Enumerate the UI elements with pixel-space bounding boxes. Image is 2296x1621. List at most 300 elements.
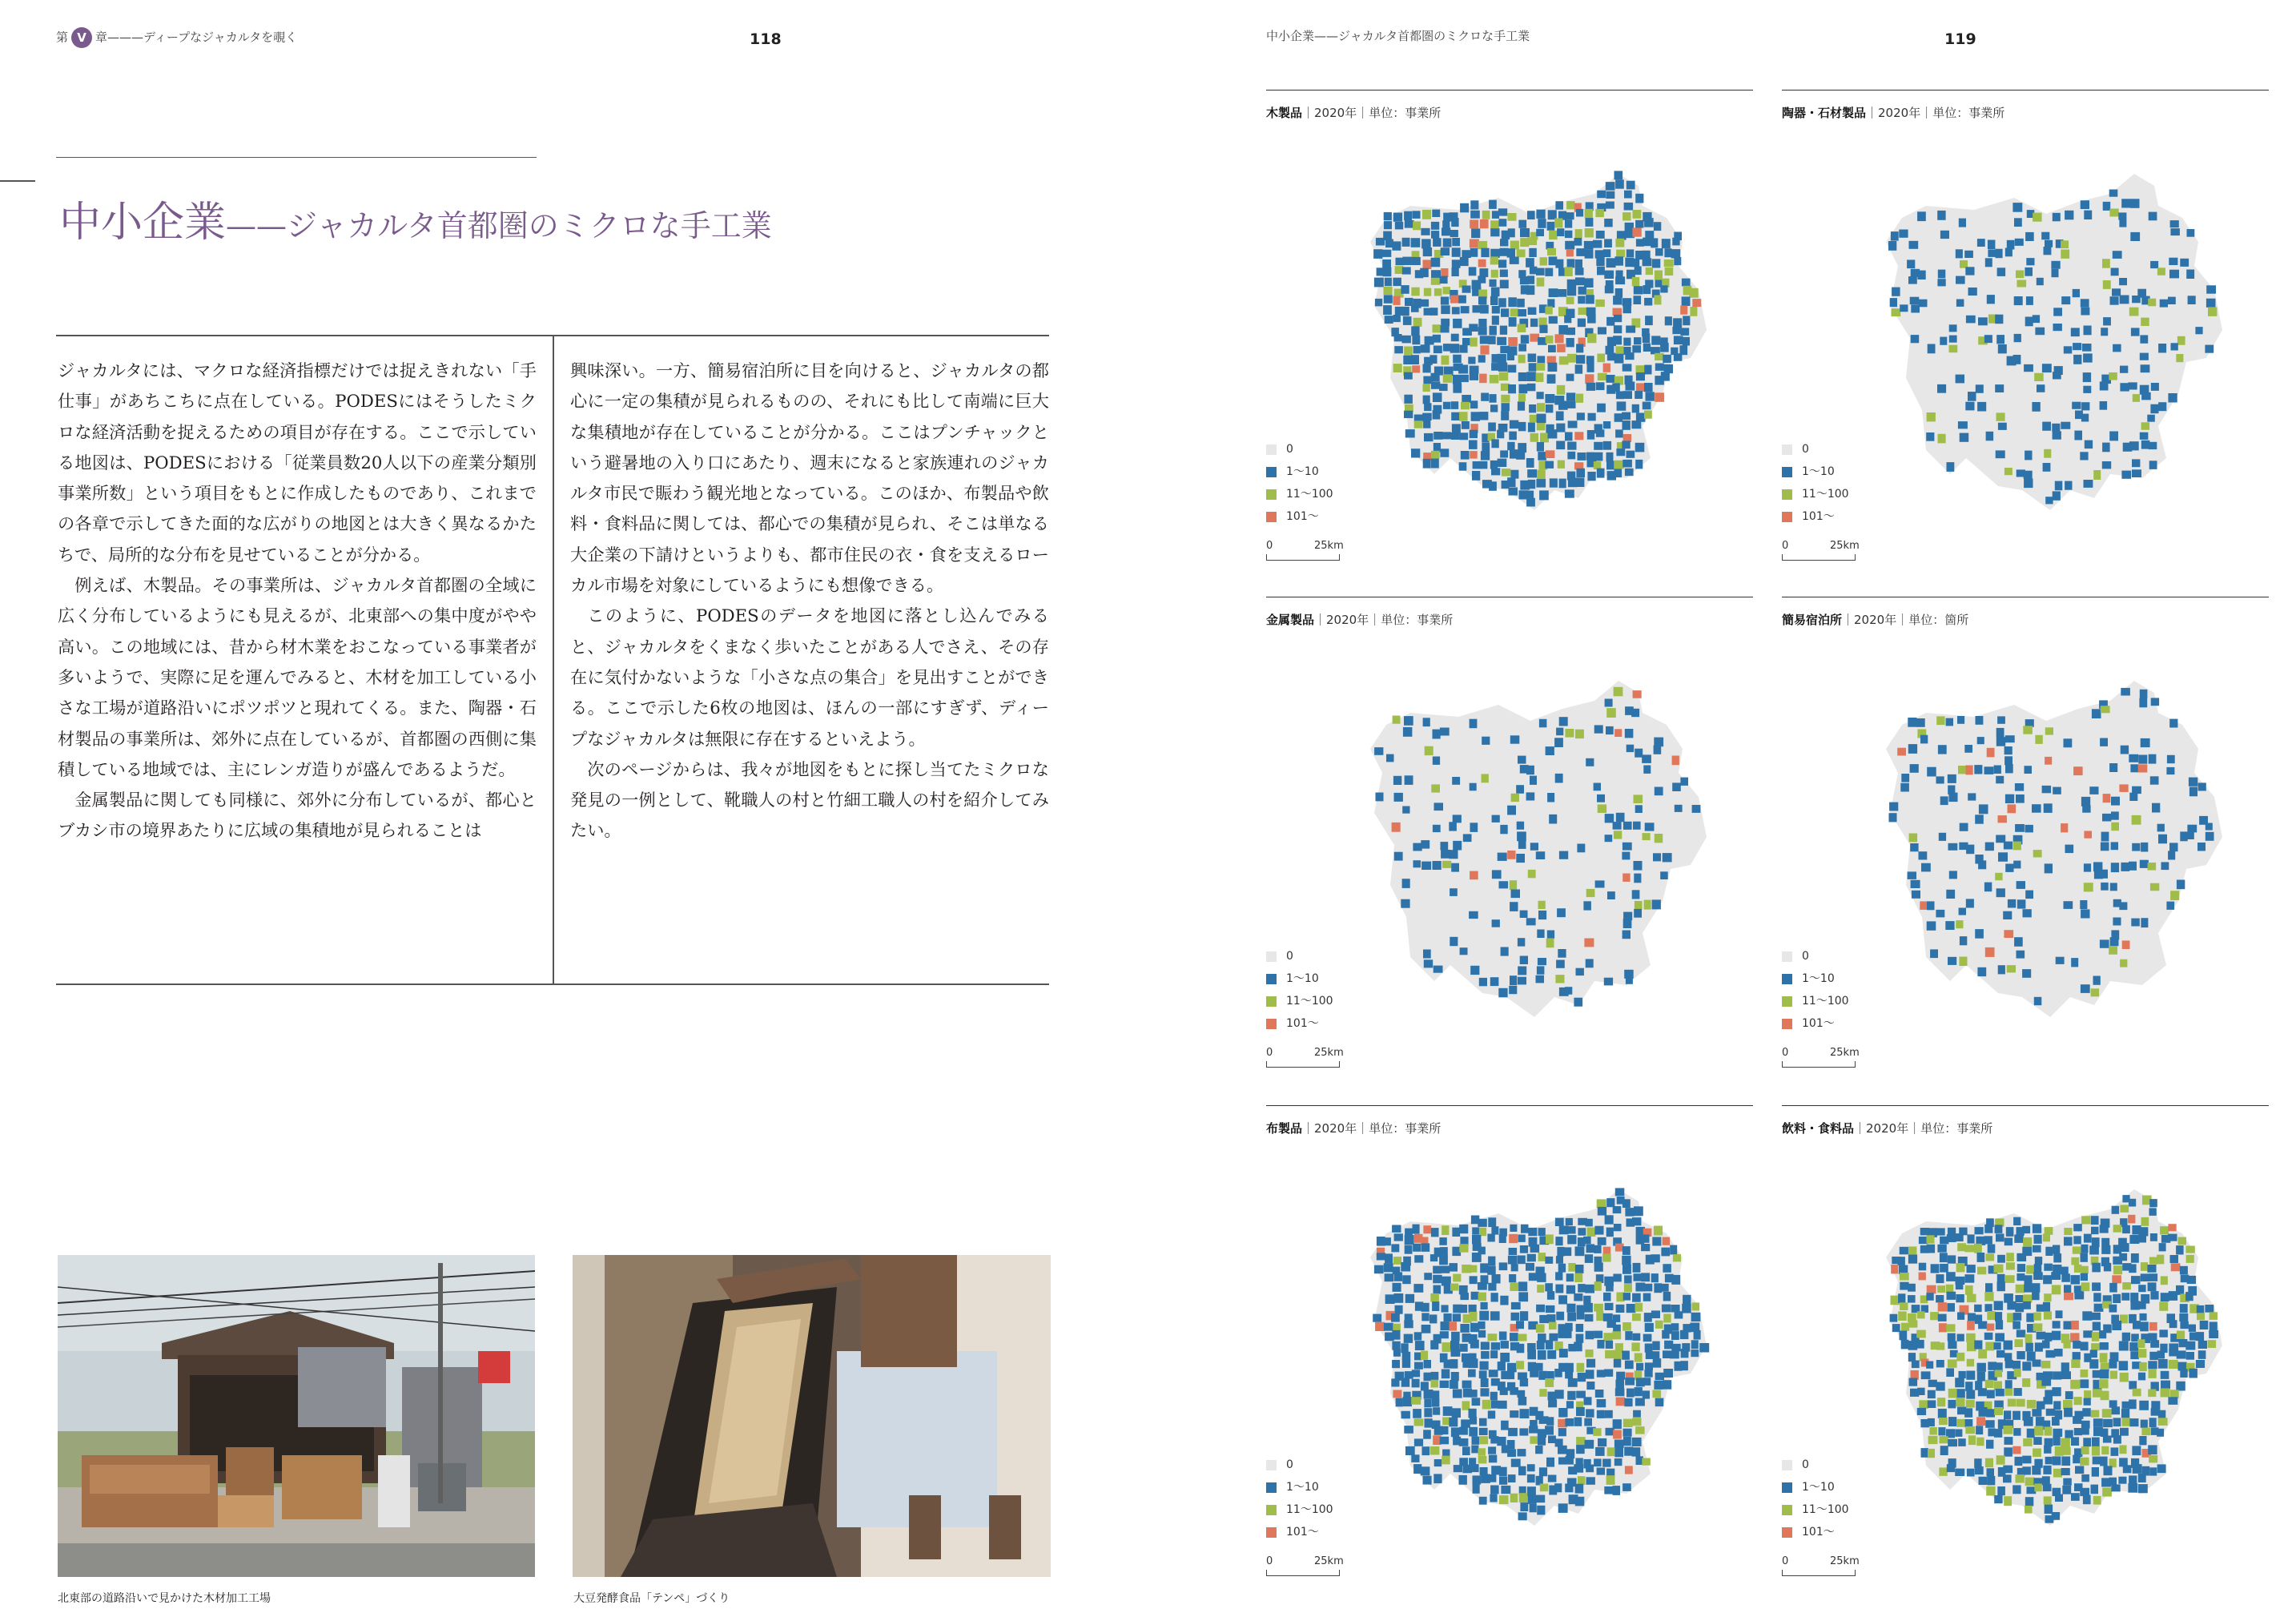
map-cell <box>2111 797 2120 806</box>
map-cell <box>1443 1406 1453 1416</box>
map-cell <box>2168 393 2177 403</box>
map-cell <box>2111 863 2119 872</box>
map-cell <box>1527 211 1535 219</box>
map-cell <box>1908 1295 1916 1303</box>
scale-line <box>1782 1061 1856 1068</box>
map-cell <box>1623 919 1632 928</box>
map-cell <box>2083 1330 2093 1337</box>
map-cell <box>1511 1302 1521 1309</box>
map-cell <box>2159 1302 2168 1311</box>
map-cell <box>1511 890 1521 899</box>
map-cell <box>1490 1392 1498 1401</box>
map-cell <box>2073 1352 2081 1360</box>
map-cell <box>2186 1352 2194 1360</box>
legend-item <box>1266 1476 1333 1498</box>
map-cell <box>1996 776 2004 784</box>
map-cell <box>1421 1351 1428 1360</box>
legend-swatch <box>1782 1505 1792 1515</box>
map-cell <box>1632 1447 1641 1456</box>
map-cell <box>1987 295 1995 304</box>
map-cell <box>1401 899 1409 908</box>
map-cell <box>1442 1305 1449 1312</box>
map-cell <box>1471 228 1480 238</box>
map-cell <box>1586 758 1594 766</box>
map-cell <box>1957 1334 1964 1341</box>
map-cell <box>1994 1407 2003 1415</box>
map-cell <box>1662 1305 1671 1313</box>
map-cell <box>2137 1339 2145 1348</box>
map-cell <box>2032 804 2041 813</box>
map-cell <box>1908 871 1916 879</box>
map-cell <box>1940 1253 1948 1262</box>
map-cell <box>1594 442 1602 450</box>
map-cell <box>1929 1427 1937 1435</box>
map-cell <box>1411 238 1421 247</box>
map-cell <box>1605 1410 1613 1418</box>
map-cell <box>1585 374 1594 384</box>
map-cell <box>1403 727 1413 737</box>
map-cell <box>2003 1466 2013 1474</box>
map-cell <box>1643 258 1652 266</box>
map-cell <box>1624 203 1634 211</box>
map-cell <box>1936 1274 1944 1283</box>
map-cell <box>1911 880 1920 888</box>
map-cell <box>2080 1458 2089 1466</box>
map-cell <box>1394 793 1403 802</box>
map-cell <box>2043 1397 2053 1404</box>
map-cell <box>1558 1295 1567 1304</box>
map-cell <box>1585 1254 1593 1263</box>
map-cell <box>1604 239 1612 247</box>
map-cell <box>2045 727 2053 734</box>
map-cell <box>1413 860 1421 867</box>
map-cell <box>1663 1350 1670 1358</box>
body-column-2 <box>570 356 1049 847</box>
map-cell <box>2139 698 2147 708</box>
map-cell <box>2083 372 2091 382</box>
map-cell <box>2052 1417 2060 1426</box>
map-cell <box>1605 835 1613 842</box>
map-cell <box>2133 394 2140 402</box>
map-cell <box>1928 1436 1938 1444</box>
map-cell <box>2140 860 2149 868</box>
map-cell <box>1565 267 1573 276</box>
legend-label: 101〜 <box>1286 1017 1319 1030</box>
map-cell <box>2160 300 2168 308</box>
map-cell <box>1490 1311 1500 1320</box>
map-cell <box>1584 278 1594 288</box>
map-cell <box>2025 232 2034 241</box>
map-cell <box>2073 1224 2082 1231</box>
map-cell <box>1433 757 1440 765</box>
map-cell <box>2013 861 2021 869</box>
scale-bar <box>1782 540 1860 564</box>
map-cell <box>2119 1361 2129 1370</box>
map-title <box>1266 104 1441 121</box>
map-cell <box>2074 1428 2082 1435</box>
map-cell <box>1959 908 1966 915</box>
map-cell <box>1516 854 1525 863</box>
map-cell <box>1644 411 1652 419</box>
map-cell <box>2023 1237 2032 1247</box>
map-cell <box>1691 1313 1701 1321</box>
paragraph: このように、PODESのデータを地図に落とし込んでみると、ジャカルタをくまなく歩いたことがある人でさえ、その存在に気付かないような「小さな点の集合」を見出すことができる。ここで示した6枚の地図は、ほんの一部にすぎず、ディープなジャカルタは無限に存在するといえよう。 <box>570 605 1049 749</box>
map-cell <box>1411 448 1420 457</box>
map-cell <box>2121 1293 2129 1301</box>
map-cell <box>1421 1243 1429 1252</box>
map-cell <box>2085 440 2093 449</box>
map-cell <box>2063 1478 2072 1486</box>
map-cell <box>1605 286 1614 294</box>
map-cell <box>2073 1236 2081 1244</box>
map-cell <box>1671 249 1681 258</box>
map-cell <box>1948 1389 1957 1398</box>
map-cell <box>2045 1390 2053 1398</box>
map-cell <box>2032 1292 2040 1300</box>
map-cell <box>1546 336 1554 344</box>
map-cell <box>1631 1342 1639 1351</box>
map-cell <box>1547 356 1556 364</box>
map-cell <box>1500 1353 1510 1362</box>
map-cell <box>1634 861 1643 871</box>
map-cell <box>1627 181 1635 190</box>
map-cell <box>2093 976 2101 985</box>
map-cell <box>2169 843 2178 851</box>
map-cell <box>2042 1476 2050 1485</box>
map-cell <box>1488 1474 1496 1482</box>
map-cell <box>1596 382 1605 390</box>
map-cell <box>1644 383 1653 392</box>
map-cell <box>1634 1206 1643 1216</box>
map-cell <box>1520 1409 1530 1418</box>
map-cell <box>1526 918 1536 925</box>
map-cell <box>1547 248 1556 255</box>
map-cell <box>2025 1275 2033 1285</box>
map-cell <box>1548 363 1558 372</box>
map-cell <box>2161 862 2169 870</box>
map-cell <box>1957 1313 1964 1320</box>
map-cell <box>1625 1361 1634 1370</box>
map-cell <box>2005 248 2013 257</box>
map-cell <box>1558 1428 1566 1436</box>
map-cell <box>1627 1389 1635 1398</box>
map-category: 陶器・石材製品 <box>1782 106 1867 120</box>
map-cell <box>1489 200 1497 209</box>
map-cell <box>1555 1285 1563 1293</box>
map-cell <box>1578 287 1587 295</box>
map-cell <box>2102 814 2111 822</box>
map-cell <box>1996 249 2003 259</box>
map-cell <box>1510 1225 1517 1232</box>
map-cell <box>1402 879 1410 888</box>
map-cell <box>1958 766 1966 774</box>
map-cell <box>1431 459 1439 469</box>
map-cell <box>1967 1294 1976 1303</box>
map-cell <box>1433 324 1442 332</box>
map-cell <box>1625 729 1634 738</box>
map-cell <box>1497 337 1506 345</box>
map-cell <box>1488 336 1496 344</box>
map-cell <box>1957 716 1964 724</box>
legend-item <box>1266 1454 1333 1476</box>
map-cell <box>2104 1263 2111 1272</box>
map-cell <box>1441 297 1449 305</box>
map-cell <box>2053 1456 2061 1465</box>
map-cell <box>1528 480 1535 489</box>
map-cell <box>2071 1437 2079 1446</box>
map-cell <box>2025 719 2034 727</box>
map-cell <box>1643 1334 1652 1342</box>
legend-item <box>1782 1521 1849 1543</box>
map-cell <box>1575 259 1582 267</box>
map-cell <box>1996 450 2005 458</box>
map-cell <box>1576 344 1583 352</box>
map-cell <box>1594 1331 1602 1338</box>
map-cell <box>1530 319 1538 327</box>
map-cell <box>2061 296 2070 304</box>
map-cell <box>2034 373 2044 381</box>
map-cell <box>1490 394 1497 403</box>
map-cell <box>2158 1418 2168 1426</box>
map-cell <box>1411 288 1419 296</box>
scale-end: 25km <box>1314 540 1344 552</box>
map-cell <box>2186 1255 2194 1263</box>
map-cell <box>1606 1475 1615 1485</box>
map-cell <box>1555 201 1563 210</box>
map-cell <box>1917 1388 1924 1395</box>
map-cell <box>1631 420 1641 428</box>
map-cell <box>1998 423 2007 430</box>
map-cell <box>1622 1351 1630 1360</box>
map-cell <box>1384 1323 1393 1331</box>
map-cell <box>1424 403 1431 411</box>
map-cell <box>2100 738 2108 746</box>
map-cell <box>1946 890 1955 899</box>
map-cell <box>1413 1409 1421 1418</box>
map-cell <box>2073 1455 2081 1464</box>
map-cell <box>2210 1322 2218 1332</box>
map-cell <box>1604 1333 1613 1341</box>
map-cell <box>1521 335 1529 344</box>
map-cell <box>1526 766 1534 774</box>
map-cell <box>2026 258 2034 265</box>
map-cell <box>1974 1244 1982 1253</box>
map-cell <box>1472 1253 1482 1262</box>
map-cell <box>1994 1301 2004 1310</box>
map-cell <box>1537 1273 1546 1282</box>
map-cell <box>1423 1476 1432 1485</box>
map-cell <box>1451 218 1458 227</box>
map-cell <box>2113 344 2121 352</box>
map-cell <box>1393 296 1400 305</box>
map-cell <box>2169 1349 2177 1356</box>
map-legend <box>1266 1454 1333 1543</box>
map-cell <box>2090 1349 2097 1358</box>
map-cell <box>1966 766 1973 775</box>
map-cell <box>1965 1382 1972 1391</box>
map-cell <box>1392 1360 1400 1368</box>
map-cell <box>1537 414 1546 424</box>
map-cell <box>1998 965 2005 974</box>
map-cell <box>1488 1257 1495 1266</box>
map-cell <box>2083 1495 2091 1505</box>
map-cell <box>1498 259 1506 267</box>
map-cell <box>2071 1257 2079 1265</box>
map-cell <box>2034 1264 2042 1273</box>
legend-swatch <box>1782 1460 1792 1470</box>
legend-item <box>1782 1012 1849 1035</box>
map-cell <box>1385 1294 1395 1304</box>
map-cell <box>1529 404 1536 412</box>
map-cell <box>1642 1458 1651 1466</box>
map-cell <box>2014 296 2023 305</box>
map-cell <box>1586 1382 1594 1390</box>
map-cell <box>1451 1349 1461 1357</box>
map-cell <box>2035 735 2042 744</box>
map-cell <box>1566 1273 1574 1281</box>
map-cell <box>1605 1350 1614 1358</box>
map-cell <box>1672 238 1679 246</box>
map-cell <box>2139 1401 2149 1410</box>
map-cell <box>1928 1418 1935 1426</box>
map-cell <box>1414 1438 1423 1446</box>
map-cell <box>2024 471 2033 479</box>
map-cell <box>1549 1333 1558 1341</box>
map-cell <box>1633 210 1642 219</box>
map-cell <box>1383 305 1392 315</box>
map-cell <box>1575 229 1582 238</box>
map-cell <box>1452 1408 1461 1418</box>
map-cell <box>2053 1401 2061 1410</box>
map-cell <box>2197 1305 2205 1313</box>
map-cell <box>1411 1454 1419 1462</box>
map-cell <box>1939 1436 1948 1443</box>
map-cell <box>1605 1303 1614 1310</box>
map-cell <box>1507 1449 1516 1457</box>
map-cell <box>1420 300 1429 307</box>
map-cell <box>2055 481 2063 491</box>
map-cell <box>1585 228 1594 238</box>
map-cell <box>1461 1419 1470 1427</box>
map-cell <box>2025 766 2033 774</box>
map-category: 飲料・食料品 <box>1782 1121 1855 1136</box>
map-cell <box>1471 412 1480 421</box>
map-cell <box>1423 420 1430 428</box>
map-cell <box>2062 1486 2071 1494</box>
legend-label: 101〜 <box>1802 510 1835 523</box>
legend-label: 0 <box>1802 950 1809 963</box>
map-cell <box>1439 384 1448 391</box>
map-cell <box>1606 453 1614 462</box>
map-cell <box>1978 1388 1987 1396</box>
map-cell <box>1480 219 1489 228</box>
map-cell <box>1663 1237 1671 1245</box>
map-cell <box>1577 412 1585 420</box>
map-cell <box>1458 1305 1467 1313</box>
map-cell <box>2004 1447 2013 1456</box>
map-cell <box>1948 1439 1957 1446</box>
map-cell <box>2160 1226 2169 1234</box>
map-cell <box>1899 230 1908 238</box>
map-cell <box>1987 1390 1995 1398</box>
map-cell <box>1616 250 1625 258</box>
map-cell <box>1565 241 1574 250</box>
map-cell <box>1481 393 1489 401</box>
map-cell <box>1949 324 1957 332</box>
map-cell <box>1395 266 1404 274</box>
map-cell <box>2014 1234 2024 1243</box>
map-cell <box>2033 1449 2041 1458</box>
map-cell <box>2208 307 2217 316</box>
map-cell <box>2101 883 2109 891</box>
map-cell <box>1392 1341 1400 1350</box>
map-cell <box>1642 251 1650 259</box>
map-cell <box>2209 1330 2218 1338</box>
legend-item <box>1782 1476 1849 1498</box>
map-cell <box>1462 421 1470 429</box>
map-cell <box>1492 316 1499 324</box>
map-cell <box>1616 448 1625 456</box>
map-cell <box>1598 1207 1606 1216</box>
map-cell <box>1492 919 1500 927</box>
map-cell <box>1537 278 1545 287</box>
map-cell <box>2149 1455 2157 1462</box>
map-cell <box>1632 227 1641 236</box>
map-cell <box>1492 306 1500 314</box>
map-cell <box>1937 1285 1945 1293</box>
map-cell <box>1405 1235 1414 1245</box>
map-cell <box>1490 461 1498 469</box>
map-cell <box>1655 353 1664 360</box>
map-cell <box>1594 1226 1603 1235</box>
map-cell <box>1539 490 1549 500</box>
map-cell <box>1959 957 1967 967</box>
map-cell <box>1433 966 1443 973</box>
map-cell <box>2100 1353 2108 1362</box>
map-cell <box>2100 1225 2109 1233</box>
map-cell <box>1939 1323 1947 1332</box>
map-cell <box>1926 1293 1933 1301</box>
map-cell <box>1613 1486 1621 1495</box>
map-cell <box>1441 325 1450 333</box>
map-cell <box>1538 1228 1546 1236</box>
map-cell <box>2109 946 2117 955</box>
map-cell <box>1545 1426 1554 1434</box>
map-cell <box>1376 793 1384 802</box>
map-cell <box>1470 783 1477 791</box>
map-cell <box>2189 787 2197 797</box>
map-cell <box>1412 1379 1420 1388</box>
map-cell <box>2064 1293 2073 1300</box>
map-cell <box>2129 1475 2137 1483</box>
map-cell <box>2102 461 2111 469</box>
legend-swatch <box>1782 1482 1792 1493</box>
map-cell <box>1508 1256 1517 1265</box>
running-header-right: 中小企業——ジャカルタ首都圏のミクロな手工業 <box>1266 29 1530 43</box>
map-cell <box>1645 316 1653 325</box>
map-cell <box>2101 706 2110 713</box>
map-cell <box>1654 1226 1663 1236</box>
map-cell <box>2013 203 2022 212</box>
map-cell <box>1641 1244 1650 1251</box>
map-cell <box>2084 211 2092 219</box>
map-cell <box>1622 852 1630 860</box>
map-cell <box>2100 1370 2109 1378</box>
map-cell <box>1481 1341 1490 1349</box>
map-cell <box>2053 1469 2062 1478</box>
map-cell <box>1940 1264 1948 1273</box>
map-cell <box>1548 1399 1557 1407</box>
